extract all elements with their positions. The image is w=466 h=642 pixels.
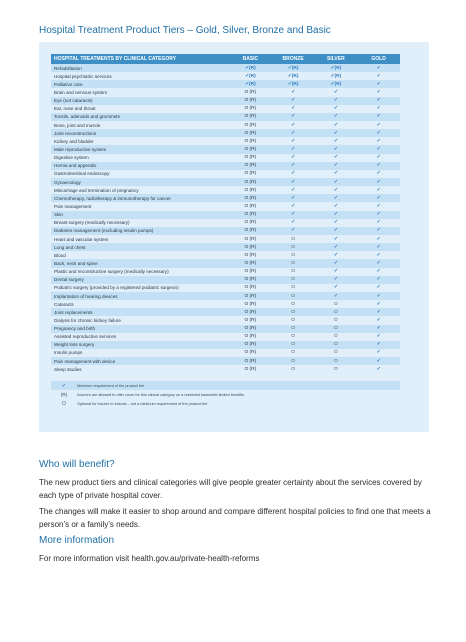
table-row (51, 357, 400, 365)
silver-cell: ✓ (333, 171, 338, 177)
silver-cell: O (333, 309, 338, 315)
gold-cell: ✓ (376, 277, 381, 283)
gold-cell: ✓ (376, 212, 381, 218)
category-cell: Cataracts (54, 301, 74, 307)
silver-cell: O (333, 301, 338, 307)
bronze-cell: O (291, 342, 295, 348)
gold-cell: ✓ (376, 171, 381, 177)
basic-cell: O (R) (244, 301, 257, 307)
table-row (51, 72, 400, 80)
bronze-cell: O (291, 277, 295, 283)
category-cell: Blood (54, 252, 66, 258)
category-cell: Sleep studies (54, 366, 82, 372)
category-cell: Gynaecology (54, 179, 81, 185)
silver-cell: ✓(R) (330, 65, 342, 71)
optional-circle-icon: O (62, 400, 66, 407)
basic-cell: O (R) (244, 122, 257, 128)
table-row (51, 129, 400, 137)
gold-cell: ✓ (376, 195, 381, 201)
bronze-cell: ✓ (291, 179, 296, 185)
category-cell: Bone, joint and muscle (54, 122, 101, 128)
silver-cell: ✓(R) (330, 81, 342, 87)
table-body (51, 64, 400, 373)
bronze-cell: O (291, 358, 295, 364)
bronze-cell: ✓ (291, 171, 296, 177)
gold-cell: ✓ (376, 106, 381, 112)
silver-cell: ✓ (333, 260, 338, 266)
table-row (51, 292, 400, 300)
basic-cell: O (R) (244, 277, 257, 283)
table-row (51, 211, 400, 219)
gold-cell: ✓ (376, 244, 381, 250)
basic-cell: ✓(R) (245, 81, 256, 87)
bronze-cell: ✓ (291, 163, 296, 169)
basic-cell: O (R) (244, 342, 257, 348)
table-row (51, 349, 400, 357)
bronze-cell: O (291, 350, 295, 356)
table-row (51, 243, 400, 251)
basic-cell: O (R) (244, 326, 257, 332)
gold-cell: ✓ (376, 138, 381, 144)
bronze-cell: ✓ (291, 89, 296, 95)
category-cell: Rehabilitation (54, 65, 82, 71)
category-cell: Diabetes management (excluding insulin pumps) (54, 228, 154, 234)
bronze-cell: ✓ (291, 106, 296, 112)
category-cell: Skin (54, 212, 63, 218)
bronze-cell: O (291, 309, 295, 315)
category-cell: Dialysis for chronic kidney failure (54, 317, 121, 323)
gold-cell: ✓ (376, 73, 381, 79)
silver-cell: ✓ (333, 252, 338, 258)
bronze-cell: O (291, 326, 295, 332)
category-cell: Joint replacements (54, 309, 93, 315)
gold-cell: ✓ (376, 334, 381, 340)
silver-cell: ✓ (333, 155, 338, 161)
gold-cell: ✓ (376, 293, 381, 299)
bronze-cell: O (291, 269, 295, 275)
silver-cell: ✓ (333, 106, 338, 112)
table-row (51, 97, 400, 105)
silver-cell: ✓ (333, 293, 338, 299)
table-row (51, 186, 400, 194)
basic-cell: O (R) (244, 366, 257, 372)
legend-item (51, 399, 400, 408)
bronze-cell: ✓ (291, 122, 296, 128)
bronze-cell: ✓ (291, 187, 296, 193)
category-cell: Joint reconstructions (54, 130, 97, 136)
gold-cell: ✓ (376, 81, 381, 87)
table-row (51, 219, 400, 227)
bronze-cell: ✓ (291, 98, 296, 104)
legend (51, 381, 400, 408)
bronze-cell: O (291, 366, 295, 372)
category-cell: Brain and nervous system (54, 89, 108, 95)
category-cell: Insulin pumps (54, 350, 83, 356)
gold-cell: ✓ (376, 342, 381, 348)
basic-cell: O (R) (244, 155, 257, 161)
category-cell: Pain management (54, 203, 92, 209)
category-cell: Hernia and appendix (54, 163, 97, 169)
benefit-heading: Who will benefit? (39, 459, 115, 470)
bronze-cell: O (291, 334, 295, 340)
category-cell: Digestive system (54, 155, 89, 161)
gold-cell: ✓ (376, 163, 381, 169)
header-gold: GOLD (371, 56, 386, 62)
category-cell: Hospital psychiatric services (54, 73, 112, 79)
table-row (51, 227, 400, 235)
basic-cell: O (R) (244, 138, 257, 144)
silver-cell: ✓ (333, 220, 338, 226)
header-category: HOSPITAL TREATMENTS BY CLINICAL CATEGORY (54, 56, 177, 62)
basic-cell: O (R) (244, 187, 257, 193)
silver-cell: O (333, 342, 338, 348)
category-cell: Heart and vascular system (54, 236, 109, 242)
tick-icon: ✓ (61, 382, 67, 389)
basic-cell: O (R) (244, 89, 257, 95)
category-cell: Eye (not cataracts) (54, 98, 93, 104)
silver-cell: O (333, 366, 338, 372)
category-cell: Assisted reproductive services (54, 334, 117, 340)
tier-table (51, 54, 400, 373)
basic-cell: O (R) (244, 98, 257, 104)
silver-cell: ✓ (333, 228, 338, 234)
table-row (51, 202, 400, 210)
legend-text: Insurers are allowed to offer cover for this clinical category on a restricted basis/with limited benefits (77, 392, 245, 397)
silver-cell: ✓ (333, 89, 338, 95)
category-cell: Gastrointestinal endoscopy (54, 171, 110, 177)
benefit-paragraph-1: The new product tiers and clinical categories will give people greater certainty about the services covered by each type of private hospital cover. (39, 478, 422, 500)
gold-cell: ✓ (376, 301, 381, 307)
gold-cell: ✓ (376, 236, 381, 242)
silver-cell: ✓ (333, 163, 338, 169)
table-row (51, 300, 400, 308)
bronze-cell: ✓(R) (287, 65, 299, 71)
legend-item (51, 381, 400, 390)
bronze-cell: O (291, 236, 295, 242)
basic-cell: O (R) (244, 212, 257, 218)
silver-cell: ✓ (333, 122, 338, 128)
category-cell: Pain management with device (54, 358, 116, 364)
bronze-cell: ✓ (291, 203, 296, 209)
basic-cell: O (R) (244, 309, 257, 315)
table-row (51, 251, 400, 259)
basic-cell: O (R) (244, 244, 257, 250)
table-row (51, 80, 400, 88)
gold-cell: ✓ (376, 285, 381, 291)
basic-cell: O (R) (244, 317, 257, 323)
gold-cell: ✓ (376, 228, 381, 234)
benefit-paragraph-2: The changes will make it easier to shop around and compare different hospital policies to find one that meets a person’s or a family’s needs. (39, 507, 431, 529)
category-cell: Weight loss surgery (54, 342, 95, 348)
legend-text: Minimum requirement of the product tier (77, 383, 145, 388)
gold-cell: ✓ (376, 366, 381, 372)
bronze-cell: ✓ (291, 228, 296, 234)
legend-text: Optional for insurer to include – not a minimum requirement of the product tier (77, 401, 208, 406)
basic-cell: O (R) (244, 179, 257, 185)
silver-cell: ✓ (333, 203, 338, 209)
bronze-cell: ✓ (291, 130, 296, 136)
gold-cell: ✓ (376, 269, 381, 275)
category-cell: Implantation of hearing devices (54, 293, 118, 299)
category-cell: Pregnancy and birth (54, 326, 96, 332)
category-cell: Miscarriage and termination of pregnancy (54, 187, 139, 193)
table-row (51, 194, 400, 202)
basic-cell: O (R) (244, 195, 257, 201)
legend-item (51, 390, 400, 399)
table-row (51, 105, 400, 113)
silver-cell: O (333, 358, 338, 364)
table-row (51, 137, 400, 145)
basic-cell: O (R) (244, 203, 257, 209)
basic-cell: O (R) (244, 358, 257, 364)
silver-cell: ✓ (333, 130, 338, 136)
category-cell: Dental surgery (54, 277, 84, 283)
basic-cell: ✓(R) (245, 65, 256, 71)
bronze-cell: O (291, 260, 295, 266)
category-cell: Ear, nose and throat (54, 106, 96, 112)
table-row (51, 259, 400, 267)
bronze-cell: O (291, 301, 295, 307)
category-cell: Plastic and reconstructive surgery (medically necessary) (54, 269, 169, 275)
basic-cell: O (R) (244, 236, 257, 242)
table-row (51, 162, 400, 170)
basic-cell: O (R) (244, 228, 257, 234)
basic-cell: O (R) (244, 146, 257, 152)
gold-cell: ✓ (376, 317, 381, 323)
category-cell: Chemotherapy, radiotherapy & immunotherapy for cancer (54, 195, 171, 201)
bronze-cell: ✓ (291, 195, 296, 201)
gold-cell: ✓ (376, 89, 381, 95)
silver-cell: ✓ (333, 277, 338, 283)
silver-cell: ✓ (333, 138, 338, 144)
bronze-cell: ✓ (291, 212, 296, 218)
basic-cell: O (R) (244, 220, 257, 226)
gold-cell: ✓ (376, 146, 381, 152)
table-row (51, 325, 400, 333)
gold-cell: ✓ (376, 260, 381, 266)
more-info-heading: More information (39, 535, 115, 546)
bronze-cell: O (291, 244, 295, 250)
bronze-cell: ✓ (291, 114, 296, 120)
table-row (51, 341, 400, 349)
bronze-cell: ✓ (291, 146, 296, 152)
basic-cell: O (R) (244, 334, 257, 340)
silver-cell: ✓ (333, 187, 338, 193)
basic-cell: O (R) (244, 350, 257, 356)
gold-cell: ✓ (376, 358, 381, 364)
gold-cell: ✓ (376, 114, 381, 120)
category-cell: Kidney and bladder (54, 138, 94, 144)
silver-cell: O (333, 334, 338, 340)
more-info-text: For more information visit health.gov.au/private-health-reforms (39, 554, 260, 563)
restricted-symbol: (R) (60, 392, 68, 397)
category-cell: Podiatric surgery (provided by a registered podiatric surgeon) (54, 285, 179, 291)
table-row (51, 145, 400, 153)
category-cell: Male reproductive system (54, 146, 107, 152)
gold-cell: ✓ (376, 220, 381, 226)
silver-cell: O (333, 326, 338, 332)
basic-cell: O (R) (244, 114, 257, 120)
basic-cell: O (R) (244, 130, 257, 136)
table-row (51, 333, 400, 341)
bronze-cell: O (291, 293, 295, 299)
table-row (51, 170, 400, 178)
silver-cell: ✓ (333, 244, 338, 250)
table-header (51, 54, 400, 64)
header-silver: SILVER (327, 56, 345, 62)
basic-cell: O (R) (244, 252, 257, 258)
table-row (51, 64, 400, 72)
table-row (51, 113, 400, 121)
basic-cell: ✓(R) (245, 73, 256, 79)
basic-cell: O (R) (244, 269, 257, 275)
table-row (51, 154, 400, 162)
silver-cell: ✓ (333, 212, 338, 218)
silver-cell: ✓ (333, 195, 338, 201)
bronze-cell: ✓(R) (287, 73, 299, 79)
table-row (51, 284, 400, 292)
silver-cell: ✓(R) (330, 73, 342, 79)
silver-cell: O (333, 350, 338, 356)
bronze-cell: ✓ (291, 155, 296, 161)
gold-cell: ✓ (376, 309, 381, 315)
table-row (51, 276, 400, 284)
gold-cell: ✓ (376, 65, 381, 71)
gold-cell: ✓ (376, 326, 381, 332)
header-basic: BASIC (242, 56, 259, 62)
table-row (51, 88, 400, 96)
table-row (51, 121, 400, 129)
table-row (51, 268, 400, 276)
table-row (51, 178, 400, 186)
tier-table-panel (39, 42, 429, 432)
gold-cell: ✓ (376, 122, 381, 128)
basic-cell: O (R) (244, 293, 257, 299)
basic-cell: O (R) (244, 171, 257, 177)
basic-cell: O (R) (244, 163, 257, 169)
silver-cell: ✓ (333, 98, 338, 104)
bronze-cell: ✓ (291, 220, 296, 226)
table-row (51, 235, 400, 243)
gold-cell: ✓ (376, 130, 381, 136)
basic-cell: O (R) (244, 285, 257, 291)
bronze-cell: ✓ (291, 138, 296, 144)
category-cell: Tonsils, adenoids and grommets (54, 114, 120, 120)
header-bronze: BRONZE (282, 56, 304, 62)
gold-cell: ✓ (376, 203, 381, 209)
category-cell: Lung and chest (54, 244, 86, 250)
bronze-cell: O (291, 252, 295, 258)
silver-cell: O (333, 317, 338, 323)
gold-cell: ✓ (376, 179, 381, 185)
category-cell: Palliative care (54, 81, 83, 87)
gold-cell: ✓ (376, 252, 381, 258)
gold-cell: ✓ (376, 155, 381, 161)
silver-cell: ✓ (333, 269, 338, 275)
gold-cell: ✓ (376, 187, 381, 193)
silver-cell: ✓ (333, 285, 338, 291)
bronze-cell: ✓(R) (287, 81, 299, 87)
bronze-cell: O (291, 317, 295, 323)
basic-cell: O (R) (244, 260, 257, 266)
table-row (51, 308, 400, 316)
silver-cell: ✓ (333, 236, 338, 242)
table-row (51, 365, 400, 373)
basic-cell: O (R) (244, 106, 257, 112)
silver-cell: ✓ (333, 114, 338, 120)
gold-cell: ✓ (376, 98, 381, 104)
silver-cell: ✓ (333, 146, 338, 152)
gold-cell: ✓ (376, 350, 381, 356)
silver-cell: ✓ (333, 179, 338, 185)
category-cell: Back, neck and spine (54, 260, 98, 266)
table-row (51, 316, 400, 324)
category-cell: Breast surgery (medically necessary) (54, 220, 130, 226)
page-title: Hospital Treatment Product Tiers – Gold, Silver, Bronze and Basic (39, 25, 331, 36)
bronze-cell: O (291, 285, 295, 291)
